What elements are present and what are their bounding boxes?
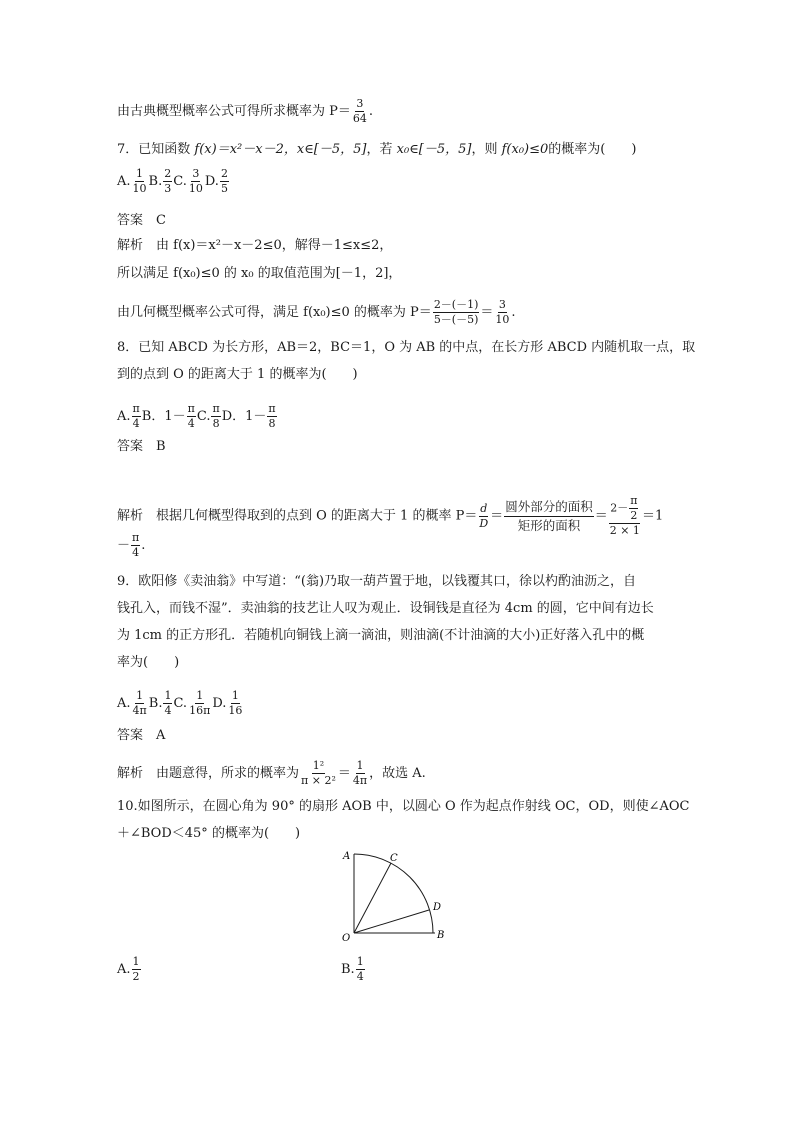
option-fraction: $\frac{1}{4\pi}$ <box>132 689 147 717</box>
option-fraction: $\frac{3}{10}$ <box>188 167 203 195</box>
q7-solution-3: 由几何概型概率公式可得，满足 f(x₀)≤0 的概率为 P＝ $\frac{2-(-1)}{5-(-5)}$ ＝ $\frac{3}{10}$ . <box>117 298 516 326</box>
option-fraction: $\frac{\pi}{8}$ <box>268 402 276 430</box>
q7-options: A. $\frac{1}{10}$ B. $\frac{2}{3}$ C. $\frac{3}{10}$ D. $\frac{2}{5}$ <box>117 167 228 195</box>
q9-stem-2: 钱孔入，而钱不湿”．卖油翁的技艺让人叹为观止．设铜钱是直径为 4cm 的圆，它中间有边长 <box>117 601 654 616</box>
q9-stem-4: 率为( ) <box>117 655 180 670</box>
q8-stem-1: 8．已知 ABCD 为长方形，AB＝2，BC＝1，O 为 AB 的中点，在长方形 ABCD 内随机取一点，取 <box>117 340 696 355</box>
label-c: C <box>390 853 398 864</box>
label-b: B <box>437 930 445 941</box>
option-fraction: $\frac{\pi}{4}$ <box>132 402 140 430</box>
q7-stem: 7．已知函数 f(x)＝x²－x－2，x∈[－5，5]，若 x₀∈[－5，5]，则 f(x₀)≤0的概率为( ) <box>117 142 637 157</box>
fraction: $\frac{\pi}{4}$ <box>132 531 140 559</box>
option-fraction: $\frac{1}{4}$ <box>356 955 364 983</box>
fraction: $\frac{3}{10}$ <box>495 298 510 326</box>
option-fraction: $\frac{\pi}{4}$ <box>187 402 195 430</box>
label-o: O <box>342 933 351 944</box>
option-fraction: $\frac{1}{2}$ <box>132 955 140 983</box>
q9-stem-1: 9．欧阳修《卖油翁》中写道：“(翁)乃取一葫芦置于地，以钱覆其口，徐以杓酌油沥之，自 <box>117 574 637 589</box>
q9-options: A. $\frac{1}{4\pi}$ B. $\frac{1}{4}$ C. $\frac{1}{16\pi}$ D. $\frac{1}{16}$ <box>117 689 243 717</box>
fraction: 圆外部分的面积 矩形的面积 <box>505 498 593 533</box>
q10-stem-1: 10.如图所示，在圆心角为 90° 的扇形 AOB 中，以圆心 O 作为起点作射线 OC，OD，则使∠AOC <box>117 799 690 814</box>
q7-answer: 答案 C <box>117 213 166 228</box>
option-fraction: $\frac{2}{5}$ <box>220 167 228 195</box>
option-fraction: $\frac{2}{3}$ <box>164 167 172 195</box>
q10-option-a: A. $\frac{1}{2}$ <box>117 955 140 983</box>
fraction: $\frac{d}{D}$ <box>479 501 489 530</box>
q9-answer: 答案 A <box>117 728 166 743</box>
q9-solution: 解析 由题意得，所求的概率为 $\frac{\text{1²}}{\text{π × 2²}}$ ＝ $\frac{1}{4\pi}$ ，故选 A. <box>117 759 426 787</box>
q8-answer: 答案 B <box>117 439 166 454</box>
option-fraction: $\frac{1}{16}$ <box>228 689 243 717</box>
fraction: $\frac{\text{1²}}{\text{π × 2²}}$ <box>301 759 336 787</box>
fraction: 2－ $\frac{\pi}{2}$ 2 × 1 <box>609 494 640 537</box>
fraction: $\frac{3}{64}$ <box>352 97 367 125</box>
option-fraction: $\frac{1}{16\pi}$ <box>189 689 211 717</box>
label-d: D <box>433 902 442 913</box>
q10-option-b: B. $\frac{1}{4}$ <box>341 955 364 983</box>
q9-stem-3: 为 1cm 的正方形孔．若随机向铜钱上滴一滴油，则油滴(不计油滴的大小)正好落入孔中的概 <box>117 628 645 643</box>
q8-stem-2: 到的点到 O 的距离大于 1 的概率为( ) <box>117 367 358 382</box>
fraction: $\frac{1}{4\pi}$ <box>352 759 368 787</box>
option-fraction: $\frac{1}{10}$ <box>132 167 147 195</box>
option-fraction: $\frac{1}{4}$ <box>164 689 172 717</box>
q10-stem-2: ＋∠BOD＜45° 的概率为( ) <box>117 826 301 841</box>
prev-solution-line: 由古典概型概率公式可得所求概率为 P＝ $\frac{3}{64}$ . <box>117 97 374 125</box>
nested-fraction: $\frac{\pi}{2}$ <box>630 494 638 522</box>
option-fraction: $\frac{\pi}{8}$ <box>212 402 220 430</box>
q7-solution-2: 所以满足 f(x₀)≤0 的 x₀ 的取值范围为[－1，2]， <box>117 266 402 281</box>
ray-oc <box>354 863 391 933</box>
q7-solution-1: 解析 由 f(x)＝x²－x－2≤0，解得－1≤x≤2， <box>117 238 393 253</box>
sector-figure <box>340 848 460 948</box>
q8-options: A. $\frac{\pi}{4}$ B．1－ $\frac{\pi}{4}$ C. $\frac{\pi}{8}$ D．1－ $\frac{\pi}{8}$ <box>117 402 276 430</box>
q8-solution-2: － $\frac{\pi}{4}$ . <box>117 531 146 559</box>
q8-solution-1: 解析 根据几何概型得取到的点到 O 的距离大于 1 的概率 P＝ $\frac{d}{D}$ ＝ 圆外部分的面积 矩形的面积 ＝ 2－ $\frac{\pi}{2}$ 2 × 1 ＝1 <box>117 494 664 537</box>
label-a: A <box>343 851 351 862</box>
fraction: $\frac{2-(-1)}{5-(-5)}$ <box>433 298 479 326</box>
ray-od <box>354 910 429 933</box>
